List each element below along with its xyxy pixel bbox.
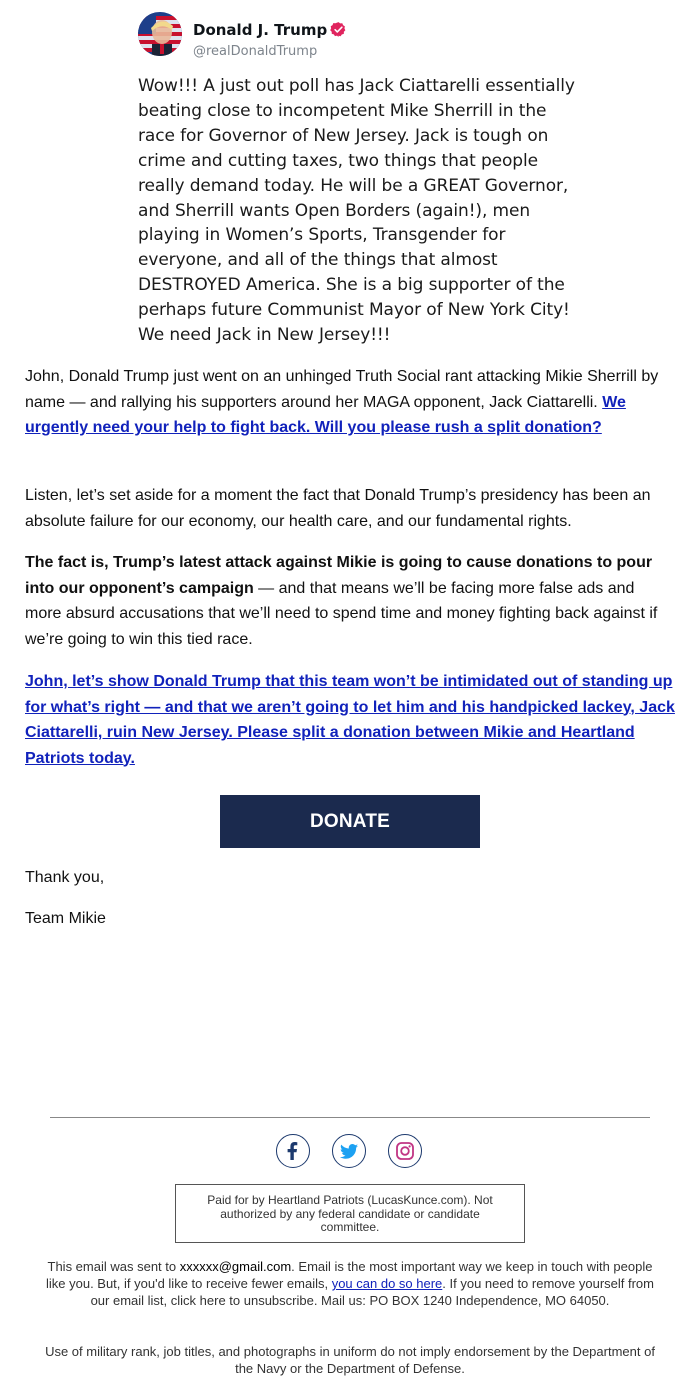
call-to-action-link[interactable]: John, let’s show Donald Trump that this team won’t be intimidated out of standing up for what’s right — and that we aren’t going to let him and his handpicked lackey, Jack Ciattarelli, ruin New Jersey. Please split a donation between Mikie and Heartland Patriots today. (25, 673, 675, 767)
footer-sent-to-suffix: . If you need to remove yourself from our email list, click here to unsubscribe. Mail us: PO BOX 1240 Independence, MO 64050. (90, 1276, 654, 1308)
paragraph-listen: Listen, let’s set aside for a moment the fact that Donald Trump’s presidency has been an absolute failure for our economy, our health care, and our fundamental rights. (25, 487, 651, 530)
tweet-author-name-text: Donald J. Trump (193, 21, 328, 39)
facebook-link[interactable] (276, 1134, 310, 1168)
paragraph-call-to-action (25, 669, 675, 771)
thank-you-text: Thank you, (25, 869, 105, 886)
footer-divider (50, 1117, 650, 1118)
paragraph-intro (25, 364, 675, 441)
footer-sent-to-prefix: This email was sent to (47, 1259, 180, 1274)
footer-email-notice (40, 1258, 660, 1309)
donate-button[interactable]: DONATE (220, 795, 480, 848)
verified-badge-icon (330, 21, 347, 38)
instagram-link[interactable] (388, 1134, 422, 1168)
paragraph-fact (25, 550, 675, 652)
footer-sent-to-mid: . Email is the most important way we keep in touch with people like you. But, if you'd like to receive fewer emails, (45, 1259, 653, 1291)
paragraph-fact-text: — and that means we’ll be facing more false ads and more absurd accusations that we’ll need to spend time and money fighting back against if we’re going to win this tied race. (25, 579, 658, 648)
fewer-emails-link[interactable]: you can do so here (331, 1276, 443, 1291)
instagram-icon (396, 1142, 414, 1160)
facebook-icon (285, 1142, 301, 1160)
avatar-flag-portrait-icon (138, 12, 182, 56)
twitter-link[interactable] (332, 1134, 366, 1168)
avatar (138, 12, 182, 56)
recipient-email: xxxxxx@gmail.com (179, 1259, 292, 1274)
paragraph-intro-text: John, Donald Trump just went on an unhinged Truth Social rant attacking Mikie Sherrill by name — and rallying his supporters around her MAGA opponent, Jack Ciattarelli. (25, 368, 659, 411)
tweet-header (138, 8, 588, 64)
military-disclaimer: Use of military rank, job titles, and photographs in uniform do not imply endorsement by the Department of the Navy or the Department of Defense. (45, 1344, 655, 1376)
paragraph-fact-bold: The fact is, Trump’s latest attack against Mikie is going to cause donations to pour into our opponent’s campaign (25, 554, 653, 597)
twitter-icon (340, 1144, 358, 1159)
paid-for-disclaimer: Paid for by Heartland Patriots (LucasKunce.com). Not authorized by any federal candidate or candidate committee. (175, 1184, 525, 1243)
tweet-embed (138, 8, 588, 346)
tweet-author-handle: @realDonaldTrump (193, 44, 318, 59)
signature-text: Team Mikie (25, 910, 106, 927)
tweet-text: Wow!!! A just out poll has Jack Ciattarelli essentially beating close to incompetent Mike Sherrill in the race for Governor of New Jersey. Jack is tough on crime and cutting taxes, two things that people really demand today. He will be a GREAT Governor, and Sherrill wants Open Borders (again!), men playing in Women’s Sports, Transgender for everyone, and all of the things that almost DESTROYED America. She is a big supporter of the perhaps future Communist Mayor of New York City! We need Jack in New Jersey!!! (138, 76, 575, 346)
split-donation-link[interactable]: We urgently need your help to fight back. Will you please rush a split donation? (25, 393, 626, 436)
tweet-author-name (193, 21, 347, 39)
